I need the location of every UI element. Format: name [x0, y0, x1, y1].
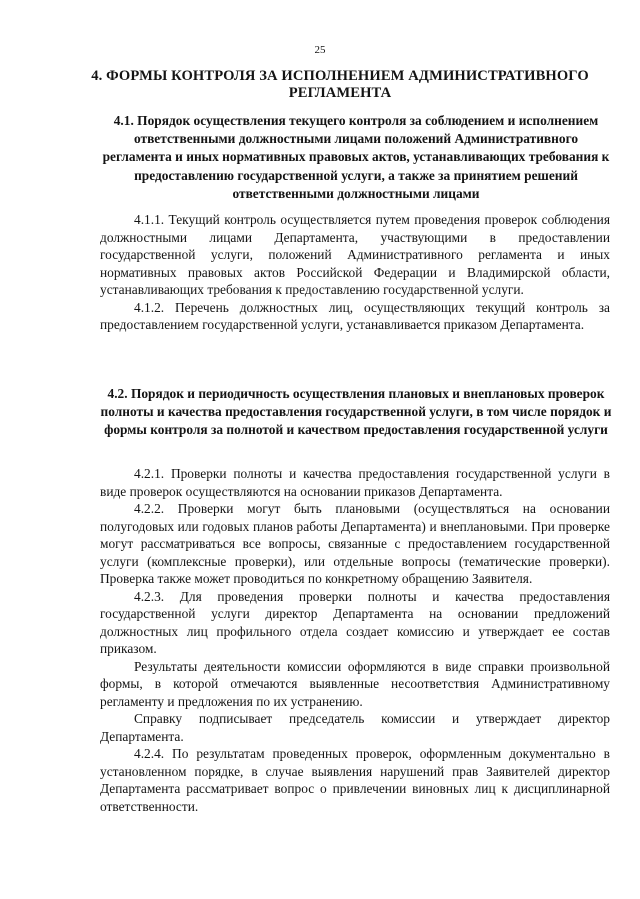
- paragraph-results: Результаты деятельности комиссии оформляются в виде справки произвольной формы, в которой отмечаются выявленные несоответствия Административному регламенту и предложения по их устранению.: [100, 658, 610, 709]
- paragraph-4-1-2: 4.1.2. Перечень должностных лиц, осуществляющих текущий контроль за предоставлением государственной услуги, устанавливается приказом Департамента.: [100, 299, 610, 332]
- paragraph-4-2-3: 4.2.3. Для проведения проверки полноты и качества предоставления государственной услуги директор Департамента на основании предложений должностных лиц профильного отдела создает комиссию и утверждает ее состав приказом.: [100, 588, 610, 656]
- paragraph-4-2-2: 4.2.2. Проверки могут быть плановыми (осуществляться на основании полугодовых или годовых планов работы Департамента) и внеплановыми. При проверке могут рассматриваться все вопросы, связанные с предоставлением государственной услуги (комплексные проверки), или отдельные вопросы (тематические проверки). Проверка также может проводиться по конкретному обращению Заявителя.: [100, 501, 610, 586]
- paragraph-4-1-1: 4.1.1. Текущий контроль осуществляется путем проведения проверок соблюдения должностными лицами Департамента, участвующими в предоставлении государственной услуги, положений Административного регламента и иных нормативных правовых актов Российской Федерации и Владимирской области, устанавливающих требования к предоставлению государственной услуги.: [100, 212, 610, 297]
- page-number: 25: [314, 44, 326, 56]
- paragraph-4-2-1: 4.2.1. Проверки полноты и качества предоставления государственной услуги в виде проверок осуществляются на основании приказов Департамента.: [100, 466, 610, 499]
- subsection-title-4-2: 4.2. Порядок и периодичность осуществления плановых и внеплановых проверок полноты и качества предоставления государственной услуги, в том числе порядок и формы контроля за полнотой и качеством предоставления государственной услуги: [100, 386, 612, 438]
- subsection-body-4-1: [100, 211, 610, 334]
- subsection-body-4-2: [100, 465, 610, 815]
- section-title: 4. ФОРМЫ КОНТРОЛЯ ЗА ИСПОЛНЕНИЕМ АДМИНИСТРАТИВНОГО РЕГЛАМЕНТА: [91, 68, 589, 101]
- subsection-title-4-1: 4.1. Порядок осуществления текущего контроля за соблюдением и исполнением ответственными должностными лицами положений Административного регламента и иных нормативных правовых актов, устанавливающих требования к предоставлению государственной услуги, а также за принятием решений ответственными должностными лицами: [102, 113, 610, 201]
- paragraph-4-2-4: 4.2.4. По результатам проведенных проверок, оформленным документально в установленном порядке, в случае выявления нарушений прав Заявителей директор Департамента рассматривает вопрос о привлечении виновных лиц к дисциплинарной ответственности.: [100, 746, 610, 814]
- paragraph-signature: Справку подписывает председатель комиссии и утверждает директор Департамента.: [100, 711, 610, 744]
